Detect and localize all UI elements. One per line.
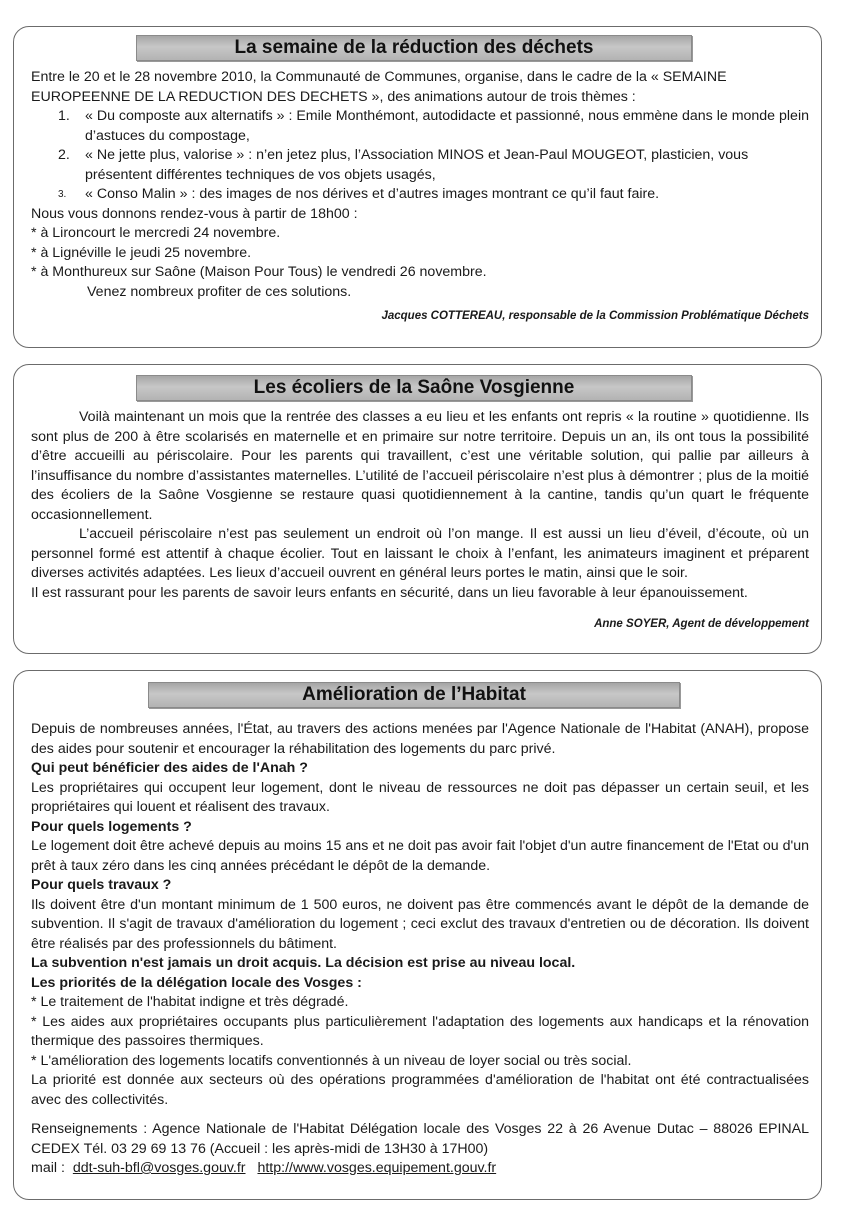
notice-text: La subvention n'est jamais un droit acquis. La décision est prise au niveau local. [31,955,576,971]
section-title: Les écoliers de la Saône Vosgienne [253,377,575,398]
website-link[interactable]: http://www.vosges.equipement.gouv.fr [257,1160,497,1176]
list-item [31,107,809,146]
contact-links [31,1159,809,1179]
signature: Jacques COTTEREAU, responsable de la Commission Problématique Déchets [381,310,809,322]
date-item: * à Monthureux sur Saône (Maison Pour Tous) le vendredi 26 novembre. [31,264,487,280]
answer-paragraph: Ils doivent être d'un montant minimum de 1 500 euros, ne doivent pas être commencés avant le dépôt de la demande de subvention. Il s'agit de travaux d'amélioration du logement ; ceci exclut des travaux d'entretien ou de décoration. Ils doivent être réalisés par des professionnels du bâtiment. [31,896,809,952]
list-number: 1. [58,108,70,124]
section-body [31,720,809,1179]
contact-info: Renseignements : Agence Nationale de l'Habitat Délégation locale des Vosges 22 à 26 Avenue Dutac – 88026 EPINAL CEDEX Tél. 03 29 69 13 76 (Accueil : les après-midi de 13H30 à 17H00) [31,1121,809,1157]
question-heading: Pour quels travaux ? [31,877,172,893]
question-heading: Les priorités de la délégation locale des Vosges : [31,974,362,991]
list-item [31,146,809,185]
section-body [31,68,809,327]
intro-paragraph: Entre le 20 et le 28 novembre 2010, la Communauté de Communes, organise, dans le cadre de la « SEMAINE EUROPEENNE DE LA REDUCTION DES DECHETS », des animations autour de trois thèmes : [31,69,727,105]
answer-paragraph: Le logement doit être achevé depuis au moins 15 ans et ne doit pas avoir fait l'objet d'un autre financement de l'Etat ou d'un prêt à taux zéro dans les cinq années précédant le dépôt de la demande. [31,838,809,874]
section-habitat [13,670,822,1200]
email-link[interactable]: ddt-suh-bfl@vosges.gouv.fr [72,1160,246,1176]
question-heading: Pour quels logements ? [31,818,192,835]
closing-text: Venez nombreux profiter de ces solutions. [87,283,352,300]
section-title-banner [136,375,692,401]
date-item: * à Lironcourt le mercredi 24 novembre. [31,225,281,241]
intro-paragraph: Depuis de nombreuses années, l'État, au travers des actions menées par l'Agence Nationale de l'Habitat (ANAH), propose des aides pour soutenir et encourager la réhabilitation des logements du parc privé. [31,721,809,757]
section-reduction-dechets [13,26,822,348]
list-number: 3. [58,189,67,200]
priority-item: * Les aides aux propriétaires occupants plus particulièrement l'adaptation des logements aux handicaps et la rénovation thermique des passoires thermiques. [31,1013,809,1049]
rdv-text: Nous vous donnons rendez-vous à partir de 18h00 : [31,205,358,222]
section-title: Amélioration de l’Habitat [302,684,526,705]
list-item [31,185,809,205]
themes-list [31,107,809,205]
section-body [31,408,809,635]
paragraph: Voilà maintenant un mois que la rentrée des classes a eu lieu et les enfants ont repris « la routine » quotidienne. Ils sont plus de 200 à être scolarisés en maternelle et en primaire sur notre territoire. Depuis un an, ils ont tous la possibilité d’être accueilli au périscolaire. Pour les parents qui travaillent, c’est une véritable solution, qui pallie par ailleurs à l’insuffisance du nombre d’assistantes maternelles. L’utilité de l’accueil périscolaire n’est plus à démontrer ; plus de la moitié des écoliers de la Saône Vosgienne se restaure quasi quotidiennement à la cantine, tandis qu’un quart le fréquente occasionnellement. [31,409,809,523]
answer-paragraph: Les propriétaires qui occupent leur logement, dont le niveau de ressources ne doit pas dépasser un certain seuil, et les propriétaires qui louent et réalisent des travaux. [31,779,809,815]
priority-paragraph: La priorité est donnée aux secteurs où des opérations programmées d'amélioration de l'habitat ont été contractualisées avec des collectivités. [31,1072,809,1108]
list-text: « Du composte aux alternatifs » : Emile Monthémont, autodidacte et passionné, nous emmène dans le monde plein d’astuces du compostage, [85,108,809,144]
section-title-banner [148,682,680,708]
question-heading: Qui peut bénéficier des aides de l'Anah ? [31,760,308,776]
section-title: La semaine de la réduction des déchets [234,37,594,58]
list-text: « Conso Malin » : des images de nos dérives et d’autres images montrant ce qu’il faut faire. [85,186,660,202]
signature: Anne SOYER, Agent de développement [594,618,809,630]
mail-label: mail : [31,1160,65,1176]
section-ecoliers [13,364,822,654]
paragraph: Il est rassurant pour les parents de savoir leurs enfants en sécurité, dans un lieu favorable à leur épanouissement. [31,584,748,601]
priority-item: * Le traitement de l'habitat indigne et très dégradé. [31,994,349,1010]
priority-item: * L'amélioration des logements locatifs conventionnés à un niveau de loyer social ou très social. [31,1052,632,1069]
section-title-banner [136,35,692,61]
list-text: « Ne jette plus, valorise » : n’en jetez plus, l’Association MINOS et Jean-Paul MOUGEOT, plasticien, vous présentent différentes techniques de vos objets usagés, [85,147,749,183]
list-number: 2. [58,147,70,163]
date-item: * à Lignéville le jeudi 25 novembre. [31,244,252,261]
paragraph: L’accueil périscolaire n’est pas seulement un endroit où l’on mange. Il est aussi un lieu d’éveil, d’écoute, où un personnel formé est attentif à chaque écolier. Tout en laissant le choix à l’enfant, les animateurs imaginent et préparent diverses activités adaptées. Les lieux d’accueil ouvrent en général leurs portes le matin, ainsi que le soir. [31,526,809,581]
